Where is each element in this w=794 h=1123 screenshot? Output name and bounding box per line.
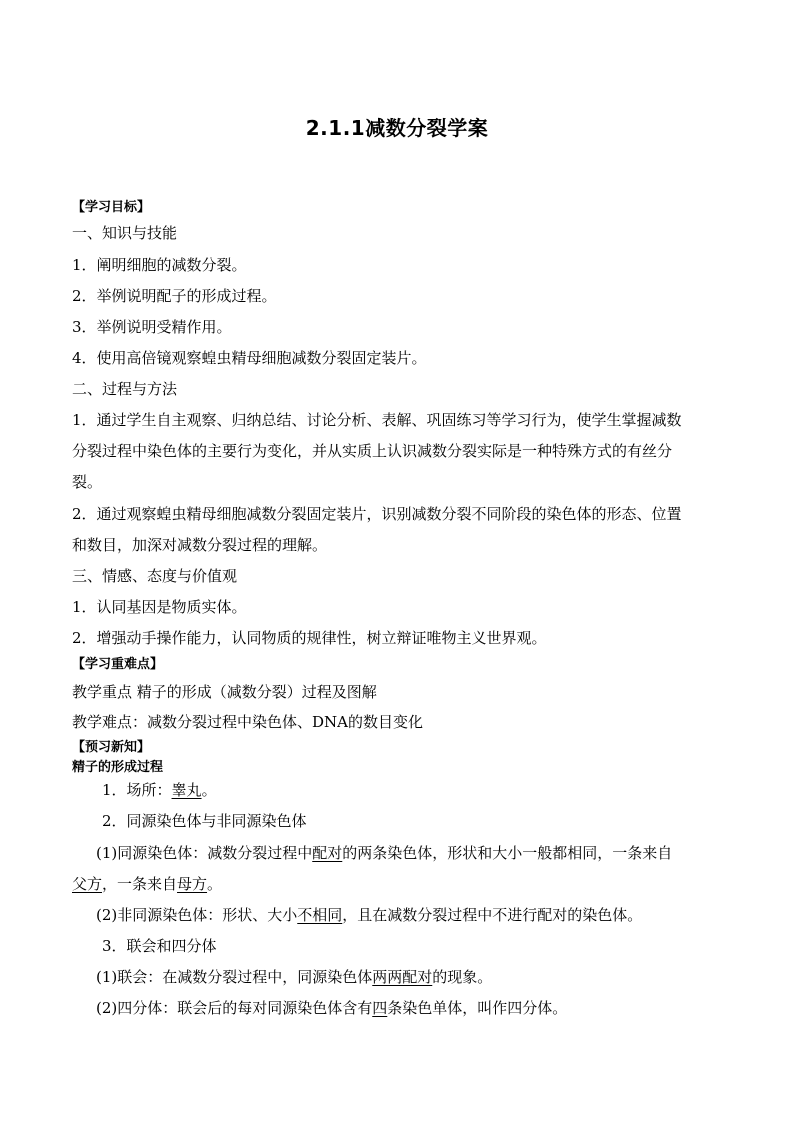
homolog-definition-line-2 (72, 874, 222, 894)
preview-header: 【预习新知】 (72, 740, 151, 755)
tetrad-prefix: (2)四分体：联会后的每对同源染色体含有 (96, 999, 373, 1017)
homolog-heading: 2．同源染色体与非同源染色体 (102, 812, 307, 830)
homolog-answer-pairing: 配对 (312, 844, 343, 862)
process-item-2-line-2: 和数目，加深对减数分裂过程的理解。 (72, 536, 328, 554)
nonhomolog-definition (96, 905, 642, 925)
place-line (102, 780, 217, 800)
sperm-formation-heading: 精子的形成过程 (72, 760, 164, 775)
process-item-1-line-2: 分裂过程中染色体的主要行为变化，并从实质上认识减数分裂实际是一种特殊方式的有丝分 (72, 442, 673, 460)
knowledge-item-2: 2．举例说明配子的形成过程。 (72, 287, 277, 305)
process-item-1-line-1: 1．通过学生自主观察、归纳总结、讨论分析、表解、巩固练习等学习行为，使学生掌握减数 (72, 411, 682, 429)
process-item-1-line-3: 裂。 (72, 473, 103, 491)
tetrad-answer: 四 (372, 999, 388, 1017)
emotion-heading: 三、情感、态度与价值观 (72, 567, 238, 585)
synapsis-definition (96, 967, 492, 987)
homolog-middle: 的两条染色体，形状和大小一般都相同，一条来自 (342, 844, 673, 862)
process-heading: 二、过程与方法 (72, 380, 178, 398)
knowledge-item-1: 1．阐明细胞的减数分裂。 (72, 256, 247, 274)
nonhomolog-answer: 不相同 (297, 906, 343, 924)
homolog-answer-father: 父方 (72, 875, 103, 893)
tetrad-definition (96, 998, 567, 1018)
place-suffix: 。 (201, 781, 217, 799)
process-item-2-line-1: 2．通过观察蝗虫精母细胞减数分裂固定装片，识别减数分裂不同阶段的染色体的形态、位置 (72, 505, 682, 523)
place-answer: 睾丸 (171, 781, 202, 799)
page-title: 2.1.1减数分裂学案 (305, 116, 489, 140)
homolog-middle-2: ，一条来自 (102, 875, 178, 893)
homolog-answer-mother: 母方 (177, 875, 208, 893)
synapsis-heading: 3．联会和四分体 (102, 937, 217, 955)
teaching-difficult-point: 教学难点：减数分裂过程中染色体、DNA的数目变化 (72, 713, 423, 731)
tetrad-suffix: 条染色单体，叫作四分体。 (387, 999, 568, 1017)
place-prefix: 1．场所： (102, 781, 172, 799)
homolog-suffix: 。 (207, 875, 223, 893)
knowledge-item-4: 4．使用高倍镜观察蝗虫精母细胞减数分裂固定装片。 (72, 349, 427, 367)
objectives-header: 【学习目标】 (72, 200, 151, 215)
emotion-item-2: 2．增强动手操作能力，认同物质的规律性，树立辩证唯物主义世界观。 (72, 629, 547, 647)
emotion-item-1: 1．认同基因是物质实体。 (72, 598, 247, 616)
teaching-key-point: 教学重点 精子的形成（减数分裂）过程及图解 (72, 683, 377, 701)
homolog-definition-line-1 (96, 843, 672, 863)
nonhomolog-prefix: (2)非同源染色体：形状、大小 (96, 906, 298, 924)
knowledge-item-3: 3．举例说明受精作用。 (72, 318, 232, 336)
nonhomolog-suffix: ，且在减数分裂过程中不进行配对的染色体。 (342, 906, 643, 924)
key-points-header: 【学习重难点】 (72, 657, 164, 672)
synapsis-suffix: 的现象。 (432, 968, 493, 986)
synapsis-prefix: (1)联会：在减数分裂过程中，同源染色体 (96, 968, 373, 986)
synapsis-answer: 两两配对 (372, 968, 433, 986)
knowledge-heading: 一、知识与技能 (72, 224, 178, 242)
homolog-prefix: (1)同源染色体：减数分裂过程中 (96, 844, 313, 862)
